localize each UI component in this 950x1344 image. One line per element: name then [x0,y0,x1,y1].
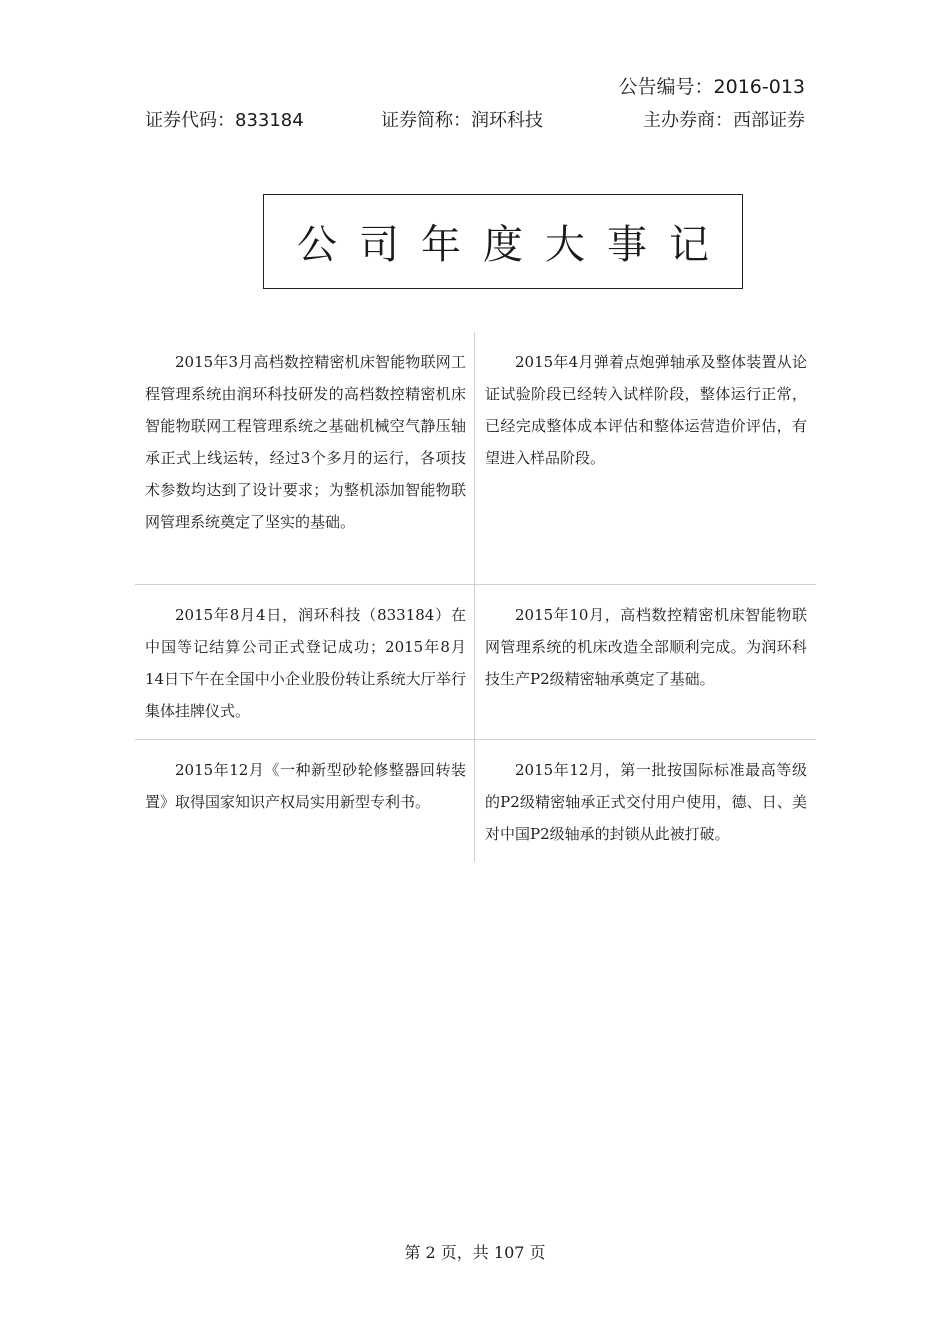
event-cell-right: 2015年12月，第一批按国际标准最高等级的P2级精密轴承正式交付用户使用，德、日、美对中国P2级轴承的封锁从此被打破。 [485,761,807,843]
events-grid [135,332,816,862]
event-cell-left: 2015年3月高档数控精密机床智能物联网工程管理系统由润环科技研发的高档数控精密机床智能物联网工程管理系统之基础机械空气静压轴承正式上线运转，经过3个多月的运行，各项技术参数均达到了设计要求；为整机添加智能物联网管理系统奠定了坚实的基础。 [135,332,475,584]
page-title: 公司年度大事记 [297,222,731,268]
event-cell-left: 2015年8月4日，润环科技（833184）在中国等记结算公司正式登记成功；2015年8月14日下午在全国中小企业股份转让系统大厅举行集体挂牌仪式。 [135,585,475,739]
event-row [135,585,816,740]
event-row [135,740,816,862]
securities-code: 证券代码：833184 [145,110,304,131]
header-row [145,106,805,132]
event-cell-right: 2015年10月，高档数控精密机床智能物联网管理系统的机床改造全部顺利完成。为润环科技生产P2级精密轴承奠定了基础。 [485,606,807,688]
event-cell-right: 2015年4月弹着点炮弹轴承及整体装置从论证试验阶段已经转入试样阶段，整体运行正常，已经完成整体成本评估和整体运营造价评估，有望进入样品阶段。 [485,353,807,467]
page-footer: 第 2 页，共 107 页 [404,1243,546,1262]
notice-number: 公告编号：2016-013 [618,76,805,98]
securities-abbreviation: 证券简称：润环科技 [381,110,543,131]
event-cell-left: 2015年12月《一种新型砂轮修整器回转装置》取得国家知识产权局实用新型专利书。 [135,740,475,862]
title-box [263,194,743,289]
event-row [135,332,816,585]
sponsor-broker: 主办券商：西部证券 [643,110,805,131]
